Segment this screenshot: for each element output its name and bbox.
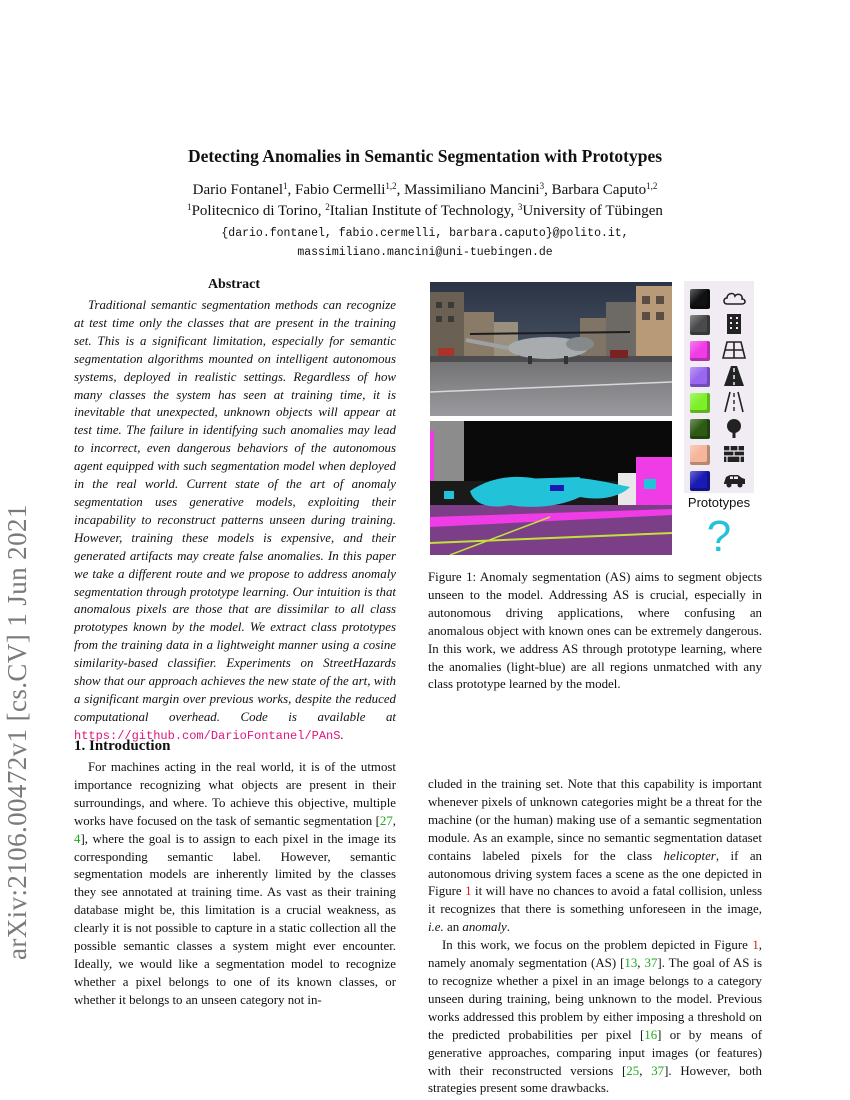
- prototype-cube: [690, 315, 710, 335]
- abstract-period: .: [340, 727, 344, 742]
- author-name: Barbara Caputo: [551, 182, 647, 198]
- caption-text: Figure 1: Anomaly segmentation (AS) aims to segment objects unseen to the model. Addressing AS is crucial, especially in autonomous driving applications, where confusing an anomalous object with known ones can be extremely dangerous. In this work, we address AS through prototype learning, where the anomalies (light-blue) are all regions unmatched with any class prototype learned by the model.: [428, 570, 762, 692]
- affiliation-line: $^1$Politecnico di Torino, $^2$Italian Institute of Technology, $^3$University of Tübingen: [187, 202, 663, 219]
- figure-ref-link[interactable]: 1: [465, 884, 472, 899]
- prototypes-panel: [684, 281, 754, 493]
- road-icon: [722, 365, 746, 387]
- intro-text: cluded in the training set. Note that this capability is important whenever pixels of unknown categories might be a threat for the machine (or the human) making use of a semantic segmentation module. As an example, since no semantic segmentation dataset contains labeled pixels for the class: [428, 777, 762, 863]
- affiliation-mark: 3: [539, 181, 545, 191]
- email-line: massimiliano.mancini@uni-tuebingen.de: [297, 246, 553, 259]
- prototypes-label: Prototypes: [687, 495, 751, 510]
- author-name: Massimiliano Mancini: [404, 182, 540, 198]
- intro-text: an: [443, 920, 463, 935]
- intro-text: ]. However, both strategies present some drawbacks.: [428, 1063, 762, 1096]
- intro-text: In this work, we focus on the problem depicted in Figure: [442, 938, 753, 953]
- building-icon: [722, 313, 746, 335]
- author-block: [0, 180, 850, 222]
- citation-link[interactable]: 25: [626, 1063, 640, 1078]
- prototype-cube: [690, 419, 710, 439]
- author-name: Dario Fontanel: [192, 182, 284, 198]
- abstract-body: [74, 297, 396, 746]
- prototype-cube: [690, 341, 710, 361]
- lane-icon: [722, 391, 746, 413]
- intro-right-column: [428, 776, 762, 1098]
- author-line: Dario Fontanel$^1$, Fabio Cermelli$^{1,2}$, Massimiliano Mancini$^3$, Barbara Caputo$^{1,2}$: [192, 181, 658, 198]
- abstract-heading: Abstract: [207, 277, 261, 292]
- email-line: {dario.fontanel, fabio.cermelli, barbara.caputo}@polito.it,: [221, 227, 629, 240]
- intro-paragraph: In this work, we focus on the problem depicted in Figure 1, namely anomaly segmentation (AS) [13, 37]. The goal of AS is to recognize whether a pixel in an image belongs to a category unseen during training, being unknown to the model. Previous works addressed this problem by either imposing a threshold on the predicted probabilities per pixel [16] or by means of generative approaches, comparing input images (or features) with their reconstructed versions [25, 37]. However, both strategies present some drawbacks.: [428, 938, 762, 1096]
- abstract-paragraph: [74, 297, 396, 746]
- wall-icon: [722, 443, 746, 465]
- prototype-cube: [690, 471, 710, 491]
- intro-text: ], where the goal is to assign to each pixel in the image its corresponding semantic label. However, semantic segmentation models are inherently limited by the classes they see annotated at training time. As vast as their training database might be, this limitation is a crucial weakness, as clearly it is not possible to capture in a static collection all the possible semantic classes a system might ever encounter. Ideally, we would like a segmentation model to recognize whether a pixel belongs to one of its known classes, or whether it belongs to an unseen category not in-: [74, 831, 396, 1007]
- intro-text: i.e.: [428, 920, 444, 935]
- affiliation-mark: 3: [517, 202, 523, 212]
- sidewalk-icon: [722, 339, 746, 361]
- prototype-cube: [690, 367, 710, 387]
- citation-link[interactable]: 4: [74, 831, 81, 846]
- affiliation-mark: 1: [283, 181, 288, 191]
- figure-ref-link[interactable]: 1: [752, 938, 759, 953]
- tree-icon: [722, 417, 746, 439]
- car-icon: [722, 469, 746, 491]
- intro-left-column: [74, 759, 396, 1010]
- intro-paragraph: cluded in the training set. Note that this capability is important whenever pixels of unknown categories might be a threat for the machine (or the human) making use of a semantic segmentation module. As an example, since no semantic segmentation dataset contains labeled pixels for the class helicopter, if an autonomous driving system faces a scene as the one depicted in Figure 1 it will have no chances to avoid a fatal collision, unless it recognizes that there is something unforeseen in the image, i.e. an anomaly.: [428, 777, 762, 935]
- intro-paragraph: For machines acting in the real world, it is of the utmost importance recognizing what objects are present in their surroundings, and where. To achieve this objective, multiple works have focused on the task of semantic segmentation [27, 4], where the goal is to assign to each pixel in the image its corresponding semantic label. However, semantic segmentation models are inherently limited by the classes they see annotated at training time. As vast as their training database might be, this limitation is a crucial weakness, as clearly it is not possible to capture in a static collection all the possible semantic classes a system might ever encounter. Ideally, we would like a segmentation model to recognize whether a pixel belongs to one of its known classes, or whether it belongs to an unseen category not in-: [74, 760, 396, 1007]
- figure-segmentation: [430, 421, 672, 555]
- abstract-text: Traditional semantic segmentation methods can recognize at test time only the classes that are present in the training set. This is a significant limitation, especially for semantic segmentation algorithms mounted on intelligent autonomous systems, deployed in realistic settings. Regardless of how many classes the system has seen at training time, it is inevitable that unexpected, unknown objects will appear at test time. The failure in identifying such anomalies may lead to incorrect, even dangerous behaviors of the autonomous agent equipped with such segmentation model when deployed in the real world. Current state of the art of anomaly segmentation uses generative models, exploiting their incapability to reconstruct patterns unseen during training. However, training these models is expensive, and their generated artifacts may create false anomalies. In this paper we take a different route and we propose to address anomaly segmentation through prototype learning. Our intuition is that anomalous pixels are those that are dissimilar to all class prototypes known by the model. We extract class prototypes from the training data in a lightweight manner using a cosine similarity-based classifier. Experiments on StreetHazards show that our approach achieves the new state of the art, with a significant margin over previous works, despite the reduced computational overhead. Code is available at: [74, 298, 396, 724]
- intro-text: anomaly: [462, 920, 507, 935]
- section-heading: 1. Introduction: [74, 738, 171, 754]
- prototype-cube: [690, 393, 710, 413]
- affiliation-mark: 1: [187, 202, 192, 212]
- affiliation-name: Italian Institute of Technology: [329, 203, 511, 219]
- intro-text: For machines acting in the real world, it is of the utmost importance recognizing what objects are present in their surroundings, and where. To achieve this objective, multiple works have focused on the task of semantic segmentation [: [74, 760, 396, 828]
- prototype-cube: [690, 445, 710, 465]
- affiliation-mark: 2: [325, 202, 330, 212]
- email-block: [0, 224, 850, 262]
- citation-link[interactable]: 16: [644, 1027, 658, 1042]
- affiliation-name: Politecnico di Torino: [191, 203, 318, 219]
- intro-text: it will have no chances to avoid a fatal collision, unless it recognizes that there is something unforeseen in the image,: [428, 884, 762, 917]
- code-link[interactable]: https://github.com/DarioFontanel/PAnS: [74, 728, 341, 743]
- intro-text: , if an autonomous driving system faces a scene as the one depicted in Figure: [428, 848, 762, 899]
- citation-link[interactable]: 13: [624, 956, 638, 971]
- prototype-cube: [690, 289, 710, 309]
- intro-text: ] or by means of generative approaches, comparing input images (or features) with their reconstructed versions [: [428, 1027, 762, 1078]
- citation-link[interactable]: 37: [644, 956, 658, 971]
- intro-text: , namely anomaly segmentation (AS) [: [428, 938, 762, 971]
- citation-link[interactable]: 37: [651, 1063, 665, 1078]
- author-name: Fabio Cermelli: [295, 182, 386, 198]
- figure-photo: [430, 282, 672, 416]
- intro-text: helicopter: [663, 848, 716, 863]
- intro-text: ]. The goal of AS is to recognize whether a pixel in an image belongs to a category unseen during training, being unknown to the model. Previous works addressed this problem by either imposing a threshold on the predicted probabilities per pixel [: [428, 956, 762, 1042]
- cloud-icon: [722, 287, 746, 309]
- affiliation-mark: 1,2: [646, 181, 658, 191]
- arxiv-stamp: arXiv:2106.00472v1 [cs.CV] 1 Jun 2021: [2, 504, 32, 960]
- unknown-question-mark: ?: [706, 512, 732, 561]
- affiliation-mark: 1,2: [385, 181, 397, 191]
- citation-link[interactable]: 27: [379, 813, 393, 828]
- figure-caption: [428, 569, 762, 694]
- affiliation-name: University of Tübingen: [522, 203, 663, 219]
- paper-title: Detecting Anomalies in Semantic Segmentation with Prototypes: [187, 146, 663, 166]
